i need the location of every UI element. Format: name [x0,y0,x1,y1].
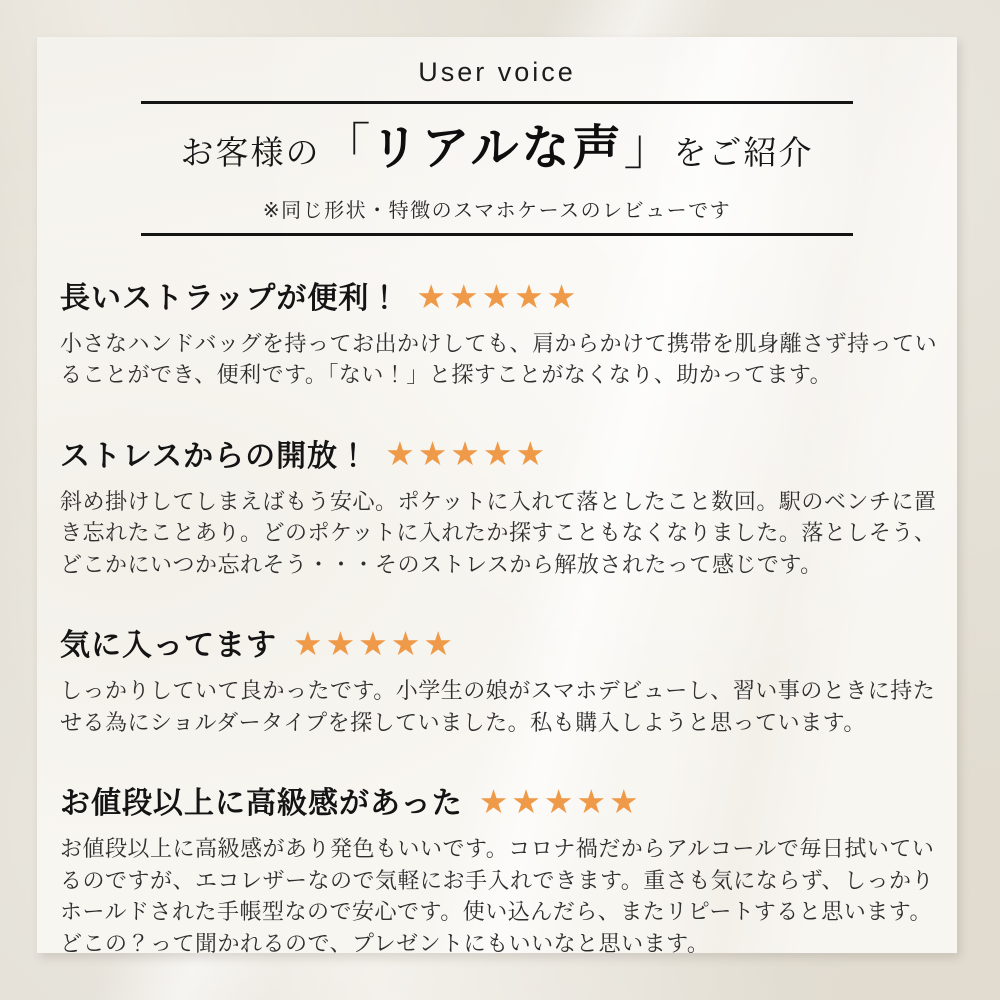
review-body: お値段以上に高級感があり発色もいいです。コロナ禍だからアルコールで毎日拭いているのですが、エコレザーなので気軽にお手入れできます。重さも気にならず、しっかりホールドされた手帳型なので安心です。使い込んだら、またリピートすると思います。どこの？って聞かれるので、プレゼントにもいいなと思います。 [60,836,935,956]
review-item-2 [60,431,940,580]
review-body: 小さなハンドバッグを持ってお出かけしても、肩からかけて携帯を肌身離さず持っていることができ、便利です。「ない！」と探すことがなくなり、助かってます。 [60,331,938,388]
star-rating: ★★★★★ [416,277,580,315]
header-note: ※同じ形状・特徴のスマホケースのレビューです [262,200,732,222]
user-voice-label: User voice [418,57,576,87]
review-title-row [60,620,940,664]
title-prefix: お客様の [180,134,321,171]
review-body: しっかりしていて良かったです。小学生の娘がスマホデビューし、習い事のときに持たせる為にショルダータイプを探していました。私も購入しようと思っています。 [60,678,936,735]
review-body: 斜め掛けしてしまえばもう安心。ポケットに入れて落としたこと数回。駅のベンチに置き忘れたことあり。どのポケットに入れたか探すこともなくなりました。落としそう、どこかにいつか忘れそう・・・そのストレスから解放されたって感じです。 [60,488,937,577]
star-rating: ★★★★★ [293,624,456,662]
header [37,37,957,236]
review-title: 気に入ってます [60,629,277,663]
review-title-row [60,778,940,822]
header-rule-top [141,101,853,104]
review-item-1 [60,273,940,391]
review-title: 長いストラップが便利！ [60,282,401,315]
review-panel [37,37,957,956]
page-title [37,114,957,193]
header-rule-bottom [141,233,853,236]
review-title-row [60,431,940,475]
title-emphasis: リアルな声 [370,122,624,175]
review-item-4 [60,778,940,959]
title-bracket-close: 」 [623,119,674,175]
title-suffix: をご紹介 [673,134,814,171]
review-item-3 [60,620,940,738]
star-rating: ★★★★★ [385,435,549,473]
review-title: ストレスからの開放！ [60,439,370,473]
review-title-row [60,273,940,317]
title-bracket-open: 「 [320,119,371,175]
review-title: お値段以上に高級感があった [60,787,463,821]
star-rating: ★★★★★ [478,782,642,820]
review-list [37,273,957,959]
